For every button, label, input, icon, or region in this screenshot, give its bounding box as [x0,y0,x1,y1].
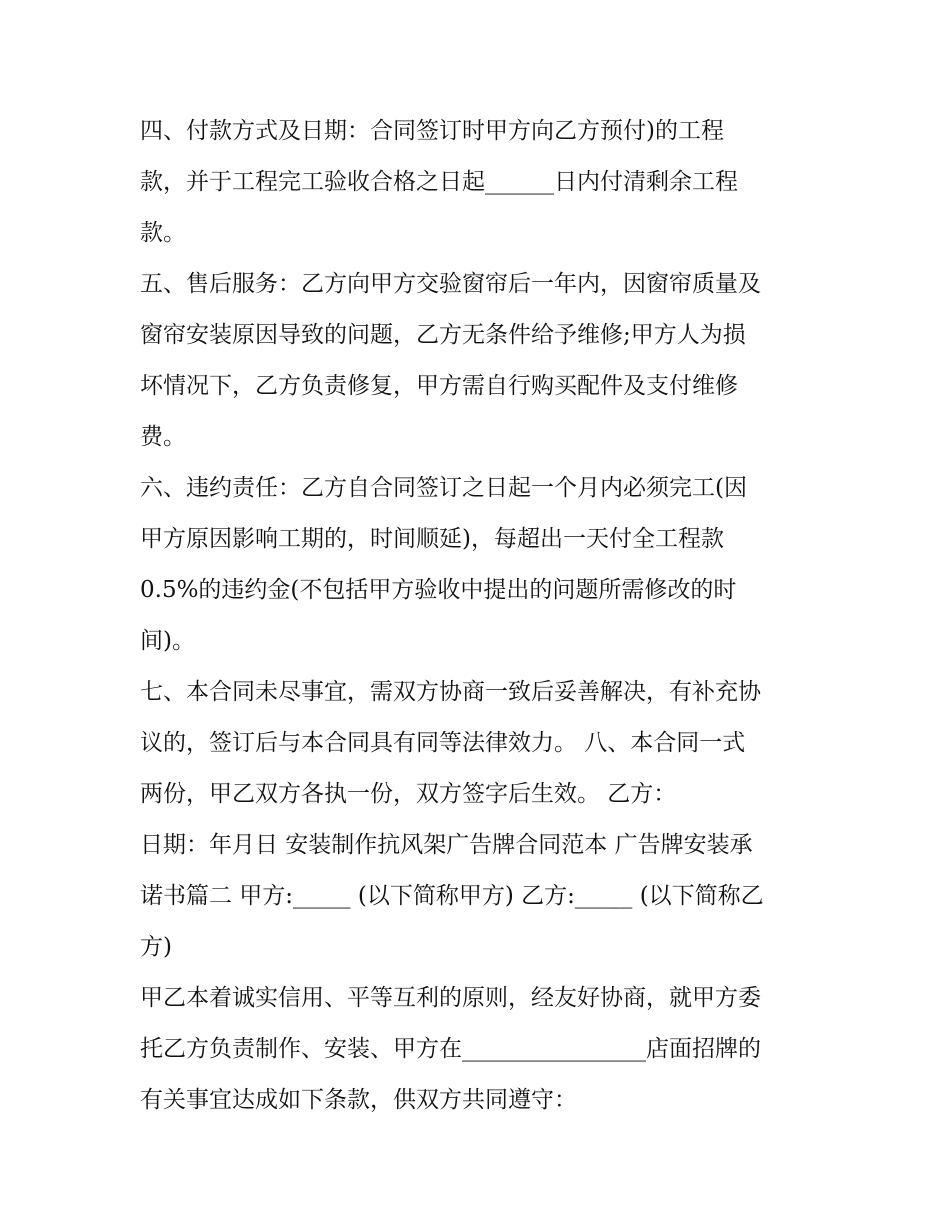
text-line: 两份，甲乙双方各执一份，双方签字后生效。 乙方： [140,781,677,807]
text-line: 诺书篇二 甲方:_____ (以下简称甲方) 乙方:_____ (以下简称乙 [140,883,764,909]
text-line: 间)。 [140,628,195,654]
text-line: 四、付款方式及日期：合同签订时甲方向乙方预付)的工程 [140,118,724,144]
text-line: 方) [140,934,172,960]
text-line: 五、售后服务：乙方向甲方交验窗帘后一年内，因窗帘质量及 [140,271,761,297]
text-line: 七、本合同未尽事宜，需双方协商一致后妥善解决，有补充协 [140,679,761,705]
text-line: 有关事宜达成如下条款，供双方共同遵守： [140,1087,577,1113]
paragraph-date-and-second-contract [140,820,820,973]
text-line: 款。 [140,220,186,246]
paragraph-supplementary-clauses [140,667,820,820]
text-line: 费。 [140,424,186,450]
text-line: 托乙方负责制作、安装、甲方在________________店面招牌的 [140,1036,761,1062]
paragraph-preamble [140,973,820,1126]
paragraph-payment-terms [140,106,820,259]
text-line: 0.5%的违约金(不包括甲方验收中提出的问题所需修改的时 [140,577,737,603]
text-line: 甲乙本着诚实信用、平等互利的原则，经友好协商，就甲方委 [140,985,761,1011]
text-line: 议的，签订后与本合同具有同等法律效力。 八、本合同一式 [140,730,746,756]
text-line: 窗帘安装原因导致的问题，乙方无条件给予维修;甲方人为损 [140,322,746,348]
text-line: 坏情况下，乙方负责修复，甲方需自行购买配件及支付维修 [140,373,738,399]
document-body [140,106,820,1126]
text-line: 款，并于工程完工验收合格之日起______日内付清剩余工程 [140,169,738,195]
text-line: 六、违约责任：乙方自合同签订之日起一个月内必须完工(因 [140,475,747,501]
text-line: 日期：年月日 安装制作抗风架广告牌合同范本 广告牌安装承 [140,832,753,858]
paragraph-after-sales-service [140,259,820,463]
paragraph-breach-liability [140,463,820,667]
text-line: 甲方原因影响工期的，时间顺延)，每超出一天付全工程款 [140,526,724,552]
